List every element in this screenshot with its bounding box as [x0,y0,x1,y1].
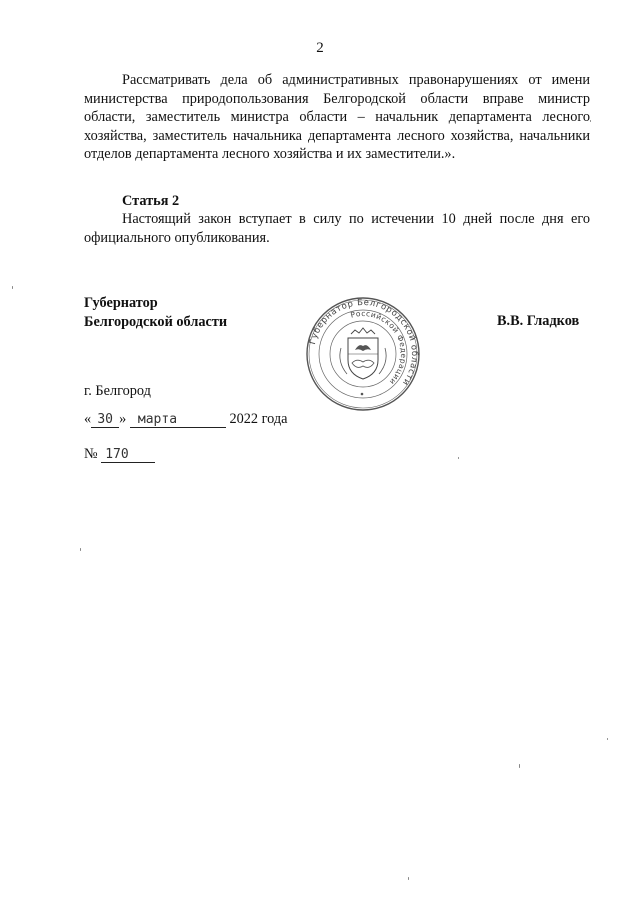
article-heading: Статья 2 [122,193,180,209]
number-label: № [84,446,98,462]
seal-inner-text: Российской Федерации [349,308,409,387]
date-day: 30 [91,413,119,428]
scan-speck [590,120,591,122]
scan-speck [80,548,81,551]
seal-outer-text: Губернатор Белгородской области [307,297,420,388]
scan-speck [458,457,459,459]
number-line [84,446,155,463]
signer-title-line-1: Губернатор [84,295,158,311]
city: г. Белгород [84,383,151,399]
scan-speck [519,764,520,768]
paragraph-2: Настоящий закон вступает в силу по истечении 10 дней после дня его официального опубликования. [84,211,590,246]
number-value: 170 [101,448,155,463]
signer-title-line-2: Белгородской области [84,314,228,330]
date-month: марта [130,413,226,428]
date-year: 2022 года [229,411,288,427]
date-line [84,411,288,428]
signer-name: В.В. Гладков [497,313,580,329]
coat-of-arms-icon [340,328,386,379]
date-quote-open: « [84,411,92,427]
scan-speck [408,877,409,880]
date-quote-close: » [119,411,127,427]
official-seal [305,296,421,412]
scan-speck [607,738,608,740]
paragraph-1: Рассматривать дела об административных правонарушениях от имени министерства природопользования Белгородской области вправе министр области, заместитель министра области – начальник департамента лесного хозяйства, заместитель начальника департамента лесного хозяйства, начальники отделов департамента лесного хозяйства и их заместители.». [84,72,590,163]
page-number: 2 [316,40,324,56]
scan-speck [12,286,13,289]
signer-title [84,294,227,332]
